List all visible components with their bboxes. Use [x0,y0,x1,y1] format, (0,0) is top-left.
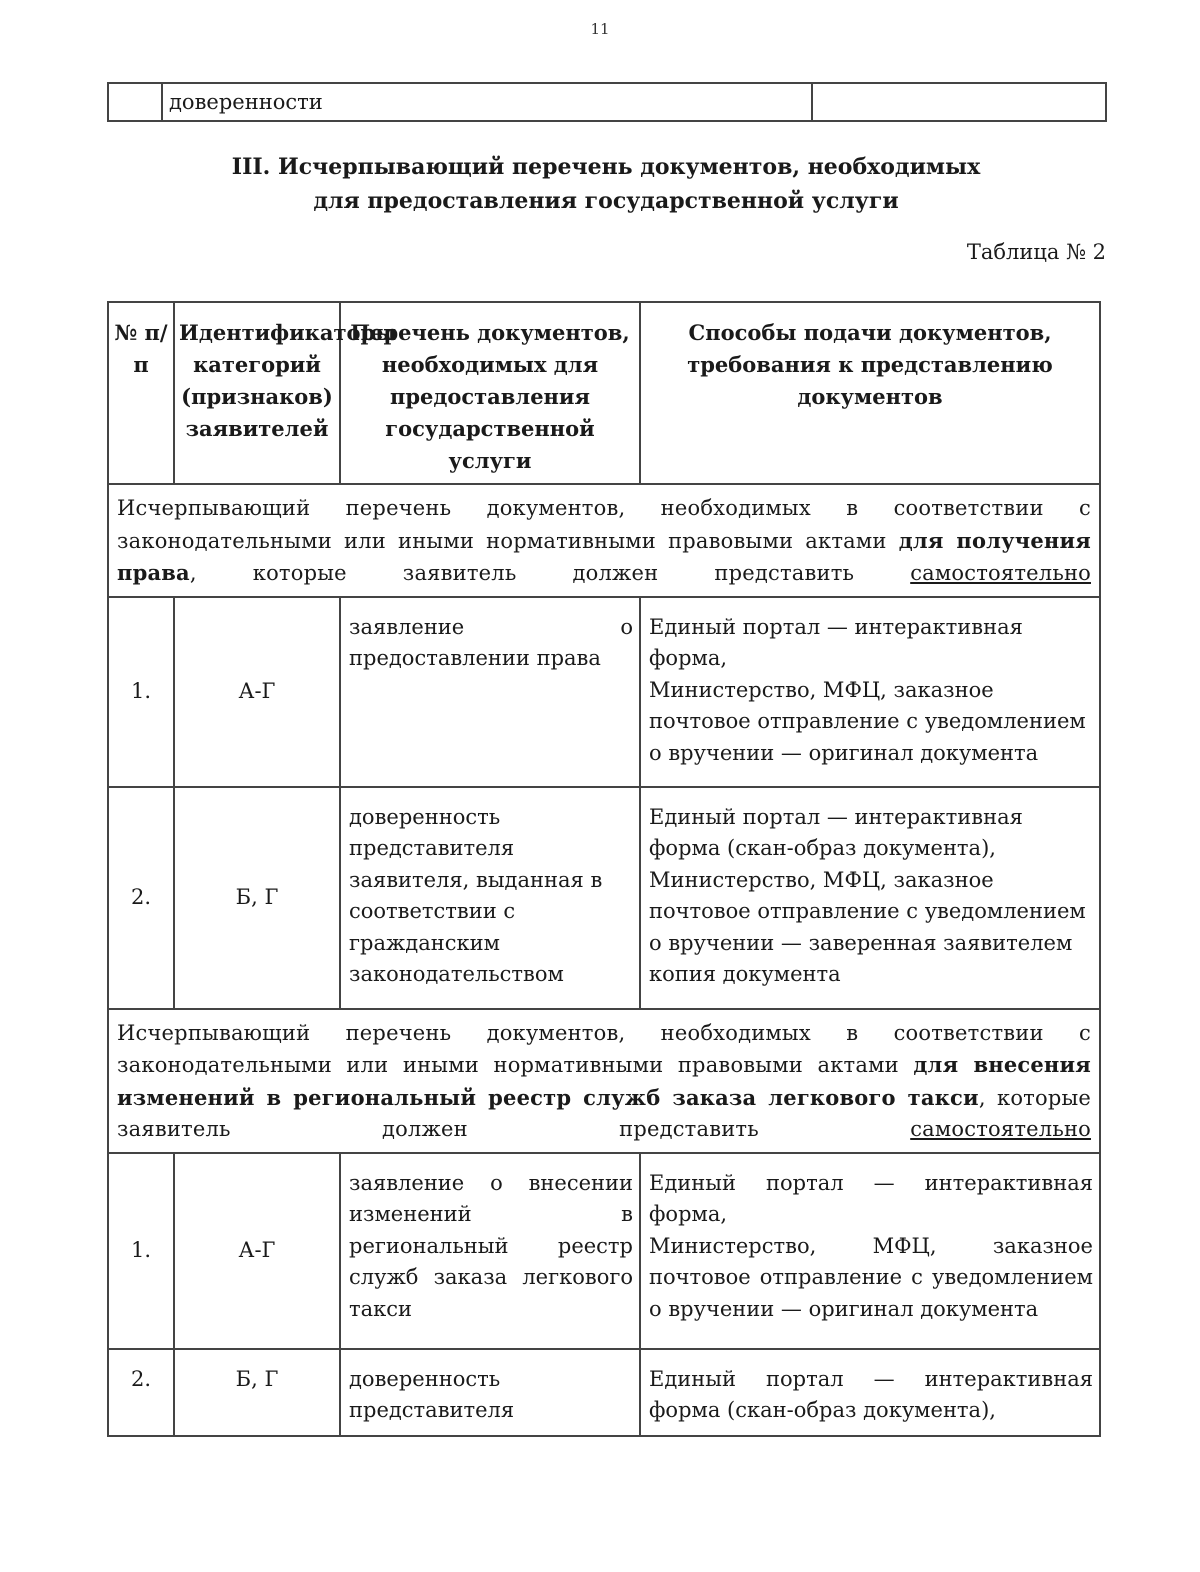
row-document: заявление о предоставлении права [340,597,640,787]
table-cell [108,83,162,121]
table-cell [812,83,1106,121]
section-title [0,150,1200,218]
section-heading-row [108,1009,1100,1153]
table-row [108,83,1106,121]
row-number: 1. [108,597,174,787]
header-submission-methods: Способы подачи документов, требования к представлению документов [640,302,1100,484]
continued-table [107,82,1107,122]
row-submission-methods: Единый портал — интерактивная форма (скан-образ документа), [640,1349,1100,1436]
row-number: 2. [108,1349,174,1436]
header-identifiers: Идентификаторы категорий (признаков) заявителей [174,302,340,484]
row-number: 2. [108,787,174,1009]
section-heading-row [108,484,1100,597]
table-row [108,787,1100,1009]
documents-table [107,301,1101,1437]
header-documents: Перечень документов, необходимых для предоставления государственной услуги [340,302,640,484]
row-identifiers: Б, Г [174,787,340,1009]
row-identifiers: А-Г [174,597,340,787]
section-heading: Исчерпывающий перечень документов, необходимых в соответствии с законодательными или иными нормативными правовыми актами для получения права, которые заявитель должен представить самостоятельно [108,484,1100,597]
row-identifiers: А-Г [174,1153,340,1349]
table-caption: Таблица № 2 [966,240,1106,264]
row-document: заявление о внесении изменений в региональный реестр служб заказа легкового такси [340,1153,640,1349]
row-submission-methods: Единый портал — интерактивная форма, Министерство, МФЦ, заказное почтовое отправление с уведомлением о вручении — оригинал документа [640,597,1100,787]
table-row [108,597,1100,787]
table-row [108,1349,1100,1436]
row-number: 1. [108,1153,174,1349]
section-title-line: III. Исчерпывающий перечень документов, необходимых [231,154,981,180]
row-document: доверенность представителя [340,1349,640,1436]
table-header-row [108,302,1100,484]
section-heading: Исчерпывающий перечень документов, необходимых в соответствии с законодательными или иными нормативными правовыми актами для внесения изменений в региональный реестр служб заказа легкового такси, которые заявитель должен представить самостоятельно [108,1009,1100,1153]
table-row [108,1153,1100,1349]
row-identifiers: Б, Г [174,1349,340,1436]
row-submission-methods: Единый портал — интерактивная форма, Министерство, МФЦ, заказное почтовое отправление с уведомлением о вручении — оригинал документа [640,1153,1100,1349]
page-number: 11 [590,20,610,38]
row-submission-methods: Единый портал — интерактивная форма (скан-образ документа), Министерство, МФЦ, заказное почтовое отправление с уведомлением о вручении — заверенная заявителем копия документа [640,787,1100,1009]
table-cell: доверенности [162,83,812,121]
row-document: доверенность представителя заявителя, выданная в соответствии с гражданским законодательством [340,787,640,1009]
section-title-line: для предоставления государственной услуги [313,188,899,214]
header-number: № п/п [108,302,174,484]
